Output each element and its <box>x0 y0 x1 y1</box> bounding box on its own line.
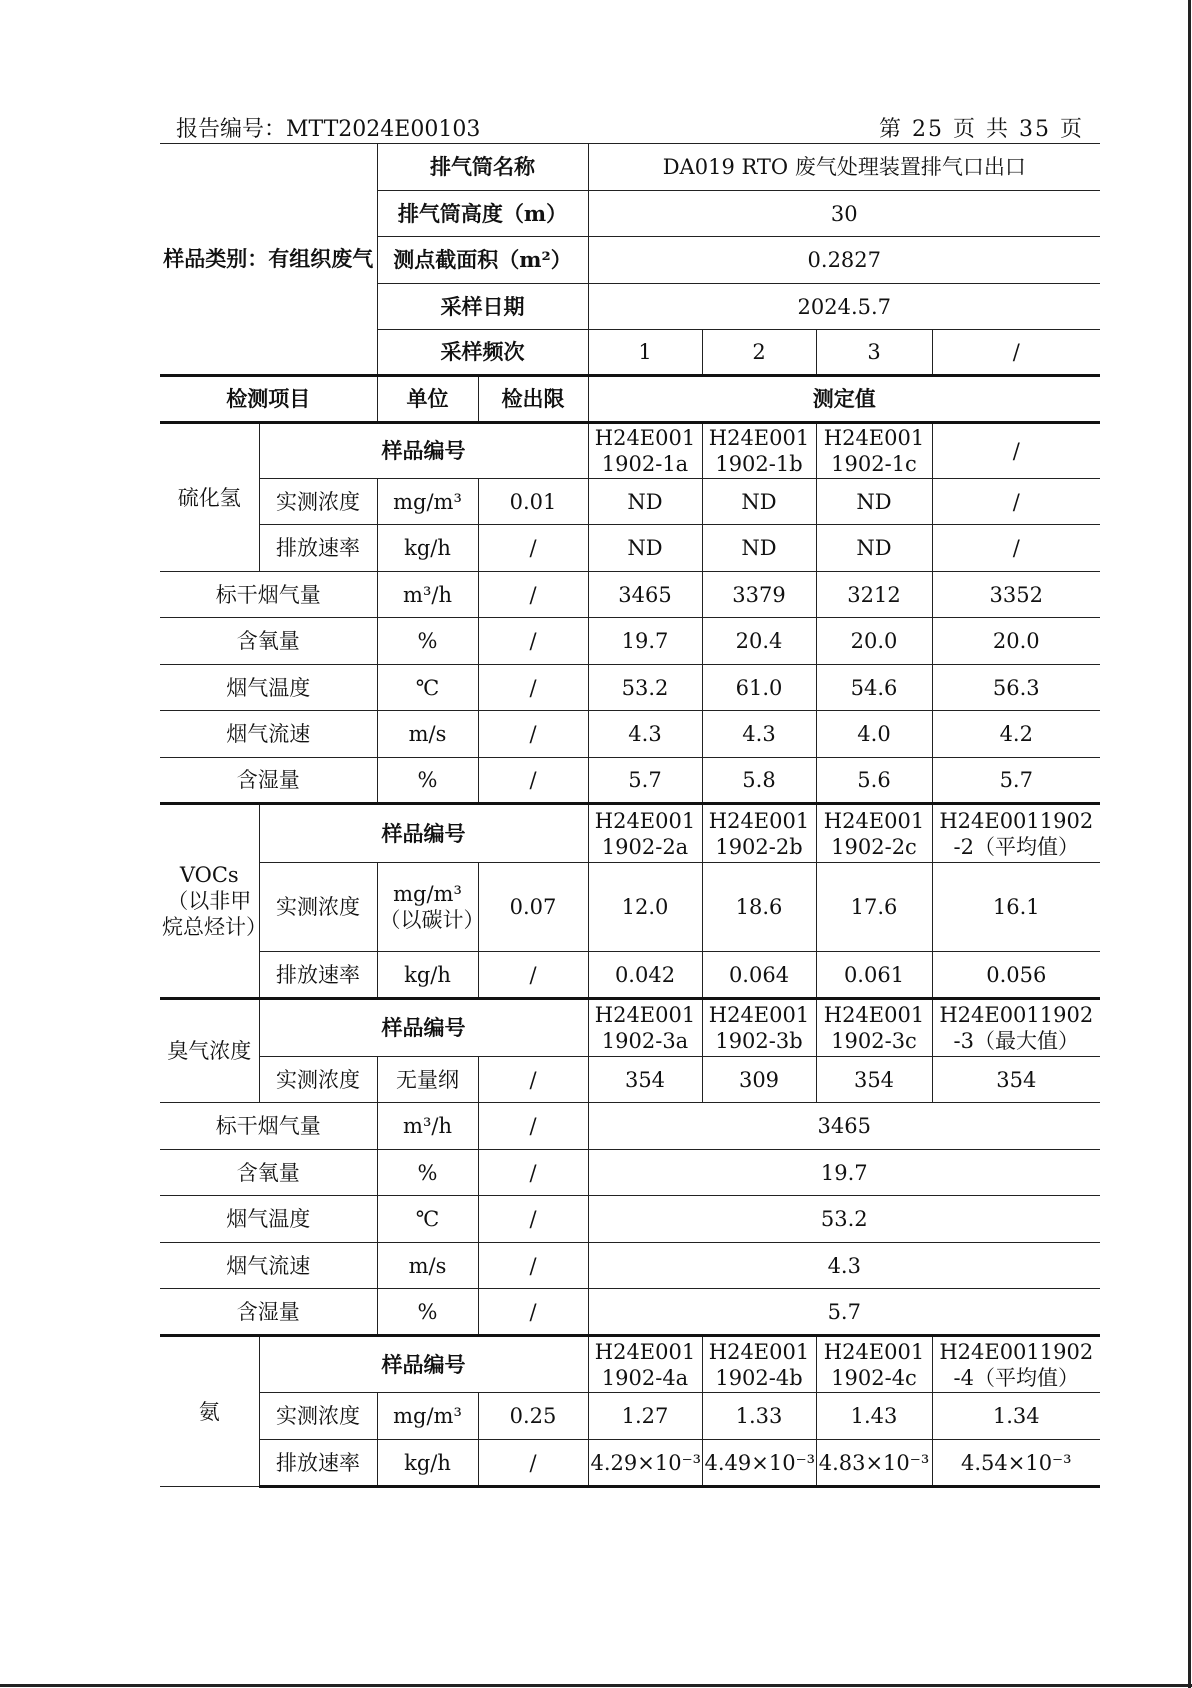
freq-cell: 1 <box>588 330 702 376</box>
ammonia-conc-row <box>160 1393 1100 1440</box>
value-cell: 20.0 <box>816 618 932 665</box>
unit-cell: kg/h <box>377 1440 478 1487</box>
col-header-value: 测定值 <box>588 376 1100 423</box>
value-cell: 16.1 <box>932 863 1100 952</box>
label-velocity: 烟气流速 <box>160 711 377 758</box>
limit-cell: / <box>478 1057 588 1103</box>
odor-sample-row <box>160 999 1100 1057</box>
limit-cell: / <box>478 1243 588 1289</box>
unit-cell: m³/h <box>377 572 478 618</box>
col-header-item: 检测项目 <box>160 376 377 423</box>
limit-cell: / <box>478 711 588 758</box>
value-cell: 1.34 <box>932 1393 1100 1440</box>
limit-cell: / <box>478 618 588 665</box>
value-cell: ND <box>702 525 816 572</box>
param-row-temperature <box>160 665 1100 711</box>
unit-cell: kg/h <box>377 525 478 572</box>
label-measured-conc: 实测浓度 <box>259 1057 377 1103</box>
value-cell: 4.54×10⁻³ <box>932 1440 1100 1487</box>
sample-id-cell: H24E001 1902-4a <box>588 1336 702 1393</box>
param2-row-temperature <box>160 1196 1100 1243</box>
page-border-right <box>1188 0 1191 1688</box>
value-cell: 18.6 <box>702 863 816 952</box>
sample-id-cell: H24E001 1902-2b <box>702 804 816 863</box>
unit-cell: % <box>377 1289 478 1336</box>
value-cell: 0.056 <box>932 952 1100 999</box>
sample-id-cell: H24E001 1902-3b <box>702 999 816 1057</box>
label-velocity: 烟气流速 <box>160 1243 377 1289</box>
param-row-std-dry-flow <box>160 572 1100 618</box>
value-cell: 54.6 <box>816 665 932 711</box>
value-cell: 3212 <box>816 572 932 618</box>
limit-cell: / <box>478 758 588 804</box>
value-cell: 3465 <box>588 572 702 618</box>
limit-cell: / <box>478 572 588 618</box>
sample-id-cell: H24E001 1902-3c <box>816 999 932 1057</box>
sample-id-cell: H24E001 1902-1c <box>816 423 932 479</box>
page-border-bottom <box>0 1684 1192 1687</box>
unit-cell: m/s <box>377 1243 478 1289</box>
value-cell: 309 <box>702 1057 816 1103</box>
sample-id-cell: H24E0011902 -2（平均值） <box>932 804 1100 863</box>
value-cell: 4.3 <box>588 711 702 758</box>
value-cell: / <box>932 479 1100 525</box>
limit-cell: / <box>478 1150 588 1196</box>
report-number: 报告编号：MTT2024E00103 <box>176 116 481 142</box>
ammonia-rate-row <box>160 1440 1100 1487</box>
value-cell: 53.2 <box>588 665 702 711</box>
label-sample-no: 样品编号 <box>259 1336 588 1393</box>
value-stack-height: 30 <box>588 191 1100 237</box>
value-cell: 12.0 <box>588 863 702 952</box>
param2-row-oxygen <box>160 1150 1100 1196</box>
value-cell: ND <box>816 525 932 572</box>
value-cell: ND <box>816 479 932 525</box>
label-std-dry-flow: 标干烟气量 <box>160 1103 377 1150</box>
value-cell: 0.064 <box>702 952 816 999</box>
col-header-unit: 单位 <box>377 376 478 423</box>
unit-cell: % <box>377 1150 478 1196</box>
value-cell: ND <box>588 479 702 525</box>
label-measured-conc: 实测浓度 <box>259 863 377 952</box>
limit-cell: / <box>478 1289 588 1336</box>
label-sampling-freq: 采样频次 <box>377 330 588 376</box>
param2-row-velocity <box>160 1243 1100 1289</box>
label-oxygen: 含氧量 <box>160 1150 377 1196</box>
sample-id-cell: H24E0011902 -4（平均值） <box>932 1336 1100 1393</box>
h2s-sample-row <box>160 423 1100 479</box>
h2s-rate-row <box>160 525 1100 572</box>
unit-cell: mg/m³（以碳计） <box>377 863 478 952</box>
label-stack-name: 排气筒名称 <box>377 144 588 191</box>
param2-row-std-dry-flow <box>160 1103 1100 1150</box>
limit-cell: 0.07 <box>478 863 588 952</box>
value-cell: 4.49×10⁻³ <box>702 1440 816 1487</box>
value-cell: 4.3 <box>588 1243 1100 1289</box>
label-section-area: 测点截面积（m²） <box>377 237 588 284</box>
label-sample-no: 样品编号 <box>259 999 588 1057</box>
label-stack-height: 排气筒高度（m） <box>377 191 588 237</box>
freq-cell: / <box>932 330 1100 376</box>
label-moisture: 含湿量 <box>160 1289 377 1336</box>
test-result-table <box>160 143 1100 1488</box>
limit-cell: / <box>478 1103 588 1150</box>
unit-cell: mg/m³ <box>377 1393 478 1440</box>
value-cell: 17.6 <box>816 863 932 952</box>
limit-cell: / <box>478 525 588 572</box>
label-measured-conc: 实测浓度 <box>259 1393 377 1440</box>
value-cell: 4.29×10⁻³ <box>588 1440 702 1487</box>
value-cell: 4.2 <box>932 711 1100 758</box>
label-sample-no: 样品编号 <box>259 423 588 479</box>
value-cell: 1.33 <box>702 1393 816 1440</box>
sample-id-cell: / <box>932 423 1100 479</box>
sample-id-cell: H24E0011902 -3（最大值） <box>932 999 1100 1057</box>
value-cell: 1.27 <box>588 1393 702 1440</box>
unit-cell: ℃ <box>377 1196 478 1243</box>
vocs-conc-row <box>160 863 1100 952</box>
value-cell: ND <box>702 479 816 525</box>
label-temperature: 烟气温度 <box>160 1196 377 1243</box>
unit-cell: % <box>377 618 478 665</box>
odor-conc-row <box>160 1057 1100 1103</box>
limit-cell: / <box>478 665 588 711</box>
limit-cell: 0.25 <box>478 1393 588 1440</box>
unit-cell: 无量纲 <box>377 1057 478 1103</box>
limit-cell: / <box>478 1196 588 1243</box>
unit-cell: m/s <box>377 711 478 758</box>
value-cell: 5.7 <box>932 758 1100 804</box>
value-section-area: 0.2827 <box>588 237 1100 284</box>
value-cell: 5.8 <box>702 758 816 804</box>
value-cell: 5.7 <box>588 758 702 804</box>
param-row-oxygen <box>160 618 1100 665</box>
value-cell: 20.4 <box>702 618 816 665</box>
limit-cell: 0.01 <box>478 479 588 525</box>
value-cell: 61.0 <box>702 665 816 711</box>
value-cell: 0.061 <box>816 952 932 999</box>
ammonia-sample-row <box>160 1336 1100 1393</box>
vocs-rate-row <box>160 952 1100 999</box>
unit-cell: m³/h <box>377 1103 478 1150</box>
label-std-dry-flow: 标干烟气量 <box>160 572 377 618</box>
label-emission-rate: 排放速率 <box>259 952 377 999</box>
sample-id-cell: H24E001 1902-2c <box>816 804 932 863</box>
value-cell: 5.6 <box>816 758 932 804</box>
value-cell: 354 <box>588 1057 702 1103</box>
value-cell: 19.7 <box>588 618 702 665</box>
limit-cell: / <box>478 1440 588 1487</box>
value-cell: ND <box>588 525 702 572</box>
value-sampling-date: 2024.5.7 <box>588 284 1100 330</box>
page-number: 第 25 页 共 35 页 <box>879 116 1084 142</box>
sample-id-cell: H24E001 1902-4c <box>816 1336 932 1393</box>
item-h2s: 硫化氢 <box>160 423 259 572</box>
item-ammonia: 氨 <box>160 1336 259 1487</box>
label-oxygen: 含氧量 <box>160 618 377 665</box>
param-row-moisture <box>160 758 1100 804</box>
value-cell: 4.0 <box>816 711 932 758</box>
value-cell: 4.3 <box>702 711 816 758</box>
item-vocs: VOCs（以非甲烷总烃计） <box>160 804 259 999</box>
unit-cell: kg/h <box>377 952 478 999</box>
h2s-conc-row <box>160 479 1100 525</box>
label-emission-rate: 排放速率 <box>259 1440 377 1487</box>
label-sample-no: 样品编号 <box>259 804 588 863</box>
unit-cell: mg/m³ <box>377 479 478 525</box>
sample-category: 样品类别：有组织废气 <box>160 144 377 376</box>
vocs-sample-row <box>160 804 1100 863</box>
sample-id-cell: H24E001 1902-3a <box>588 999 702 1057</box>
value-cell: 20.0 <box>932 618 1100 665</box>
value-cell: 3352 <box>932 572 1100 618</box>
sample-id-cell: H24E001 1902-4b <box>702 1336 816 1393</box>
value-cell: 4.83×10⁻³ <box>816 1440 932 1487</box>
value-cell: 3465 <box>588 1103 1100 1150</box>
value-cell: 0.042 <box>588 952 702 999</box>
value-cell: 1.43 <box>816 1393 932 1440</box>
value-cell: / <box>932 525 1100 572</box>
label-moisture: 含湿量 <box>160 758 377 804</box>
value-stack-name: DA019 RTO 废气处理装置排气口出口 <box>588 144 1100 191</box>
sample-id-cell: H24E001 1902-1b <box>702 423 816 479</box>
col-header-limit: 检出限 <box>478 376 588 423</box>
unit-cell: ℃ <box>377 665 478 711</box>
sample-id-cell: H24E001 1902-2a <box>588 804 702 863</box>
sample-id-cell: H24E001 1902-1a <box>588 423 702 479</box>
value-cell: 3379 <box>702 572 816 618</box>
limit-cell: / <box>478 952 588 999</box>
freq-cell: 2 <box>702 330 816 376</box>
label-sampling-date: 采样日期 <box>377 284 588 330</box>
label-measured-conc: 实测浓度 <box>259 479 377 525</box>
value-cell: 5.7 <box>588 1289 1100 1336</box>
label-temperature: 烟气温度 <box>160 665 377 711</box>
param2-row-moisture <box>160 1289 1100 1336</box>
param-row-velocity <box>160 711 1100 758</box>
value-cell: 53.2 <box>588 1196 1100 1243</box>
freq-cell: 3 <box>816 330 932 376</box>
value-cell: 354 <box>932 1057 1100 1103</box>
value-cell: 19.7 <box>588 1150 1100 1196</box>
value-cell: 354 <box>816 1057 932 1103</box>
meta-row-stack-name <box>160 144 1100 191</box>
item-odor: 臭气浓度 <box>160 999 259 1103</box>
page-header <box>176 110 1084 144</box>
value-cell: 56.3 <box>932 665 1100 711</box>
label-emission-rate: 排放速率 <box>259 525 377 572</box>
column-header-row <box>160 376 1100 423</box>
unit-cell: % <box>377 758 478 804</box>
